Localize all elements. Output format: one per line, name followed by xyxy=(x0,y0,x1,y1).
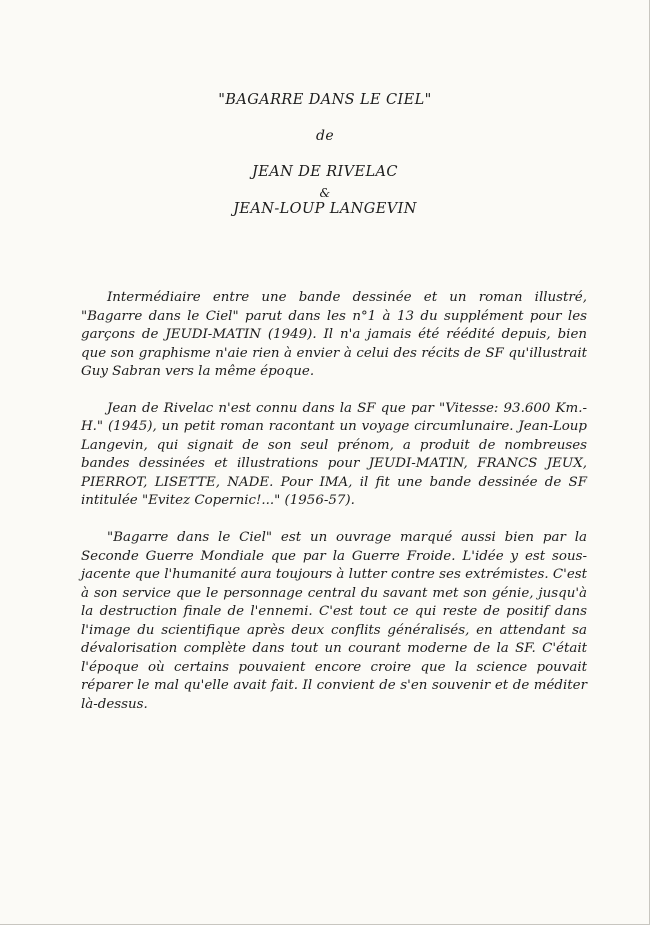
byline-de: de xyxy=(315,128,335,144)
author-conjunction: & xyxy=(319,186,331,200)
author-name-1: JEAN DE RIVELAC xyxy=(252,164,398,180)
paragraph-1: Intermédiaire entre une bande dessinée et un roman illustré, "Bagarre dans le Ciel" parut dans les n°1 à 13 du supplément pour les garçons de JEUDI-MATIN (1949). Il n'a jamais été réédité depuis, bien que son graphisme n'aie rien à envier à celui des récits de SF qu'illustrait Guy Sabran vers la même époque. xyxy=(81,290,587,380)
paragraph-2: Jean de Rivelac n'est connu dans la SF que par "Vitesse: 93.600 Km.-H." (1945), un petit roman racontant un voyage circumlunaire. Jean-Loup Langevin, qui signait de son seul prénom, a produit de nombreuses bandes dessinées et illustrations pour JEUDI-MATIN, FRANCS JEUX, PIERROT, LISETTE, NADE. Pour IMA, il fit une bande dessinée de SF intitulée "Evitez Copernic!..." (1956-57). xyxy=(81,400,587,509)
author-name-2: JEAN-LOUP LANGEVIN xyxy=(233,201,417,217)
document-title: "BAGARRE DANS LE CIEL" xyxy=(218,92,432,108)
paragraph-3: "Bagarre dans le Ciel" est un ouvrage marqué aussi bien par la Seconde Guerre Mondiale que par la Guerre Froide. L'idée y est sous-jacente que l'humanité aura toujours à lutter contre ses extrémistes. C'est à son service que le personnage central du savant met son génie, jusqu'à la destruction finale de l'ennemi. C'est tout ce qui reste de positif dans l'image du scientifique après deux conflits généralisés, en attendant sa dévalorisation complète dans tout un courant moderne de la SF. C'était l'époque où certains pouvaient encore croire que la science pouvait réparer le mal qu'elle avait fait. Il convient de s'en souvenir et de méditer là-dessus. xyxy=(81,530,587,712)
document-body xyxy=(81,289,587,732)
